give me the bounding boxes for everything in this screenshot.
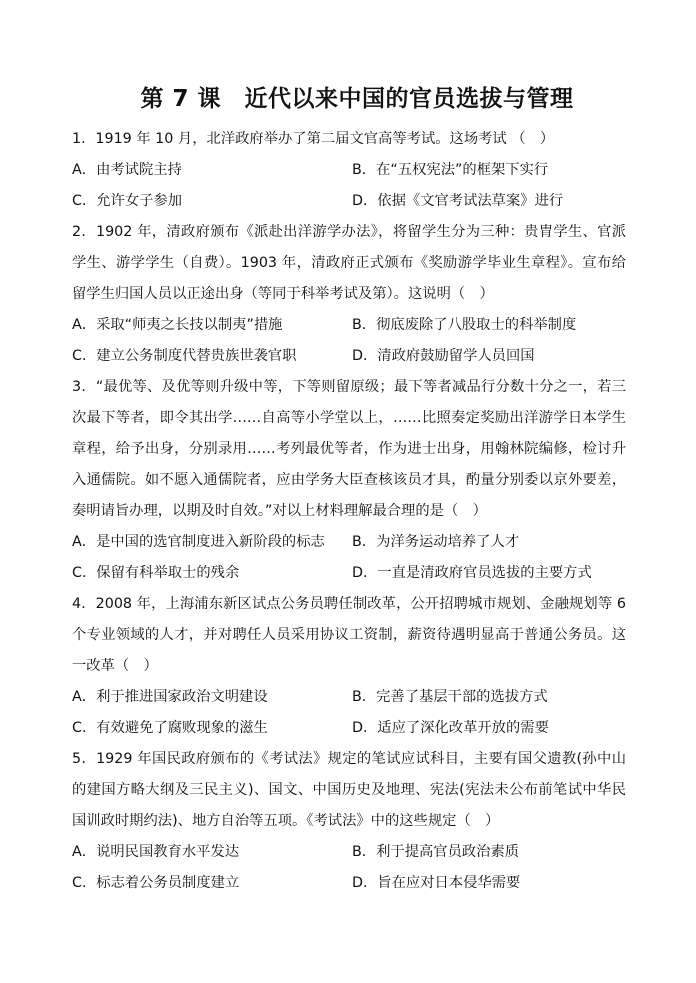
option-a: A．说明民国教育水平发达 <box>72 844 240 860</box>
option-d: D．一直是清政府官员选拔的主要方式 <box>352 565 592 581</box>
option-a: A．是中国的选官制度进入新阶段的标志 <box>72 534 325 550</box>
option-c: C．有效避免了腐败现象的滋生 <box>72 720 268 736</box>
page-title: 第 7 课 近代以来中国的官员选拔与管理 <box>140 86 574 112</box>
option-d: D．清政府鼓励留学人员回国 <box>352 348 535 364</box>
answer-options <box>72 310 626 372</box>
option-c: C．保留有科举取士的残余 <box>72 565 240 581</box>
question-5 <box>72 744 626 899</box>
option-d: D．依据《文官考试法草案》进行 <box>352 193 564 209</box>
question-stem: 3．“最优等、及优等则升级中等，下等则留原级；最下等者减品行分数十分之一，若三次最下等者，即令其出学……自高等小学堂以上，……比照奏定奖励出洋游学日本学生章程，给予出身，分别录用……考列最优等者，作为进士出身，用翰林院编修，检讨升入通儒院。如不愿入通儒院者，应由学务大臣查核该员才具，酌量分别委以京外要差，奏明请旨办理，以期及时自效。”对以上材料理解最合理的是（ ） <box>72 379 626 519</box>
option-b: B．利于提高官员政治素质 <box>352 844 520 860</box>
option-b: B．彻底废除了八股取士的科举制度 <box>352 317 577 333</box>
question-3 <box>72 372 626 589</box>
option-a: A．采取“师夷之长技以制夷”措施 <box>72 317 283 333</box>
option-c: C．标志着公务员制度建立 <box>72 875 240 891</box>
question-2 <box>72 217 626 372</box>
option-b: B．为洋务运动培养了人才 <box>352 534 520 550</box>
option-a: A．利于推进国家政治文明建设 <box>72 689 268 705</box>
question-stem: 1．1919 年 10 月，北洋政府举办了第二届文官高等考试。这场考试 （ ） <box>72 131 555 147</box>
option-d: D．旨在应对日本侵华需要 <box>352 875 521 891</box>
answer-options <box>72 682 626 744</box>
question-stem: 5．1929 年国民政府颁布的《考试法》规定的笔试应试科目，主要有国父遗教(孙中山的建国方略大纲及三民主义)、国文、中国历史及地理、宪法(宪法未公布前笔试中华民国训政时期约法)、地方自治等五项。《考试法》中的这些规定（ ） <box>72 751 626 829</box>
question-stem: 2．1902 年，清政府颁布《派赴出洋游学办法》，将留学生分为三种：贵胄学生、官派学生、游学学生（自费）。1903 年，清政府正式颁布《奖励游学毕业生章程》。宣布给留学生归国人员以正途出身（等同于科举考试及第）。这说明（ ） <box>72 224 626 302</box>
option-b: B．在“五权宪法”的框架下实行 <box>352 162 549 178</box>
answer-options <box>72 837 626 899</box>
option-c: C．允许女子参加 <box>72 193 183 209</box>
question-1 <box>72 124 626 217</box>
option-c: C．建立公务制度代替贵族世袭官职 <box>72 348 297 364</box>
option-d: D．适应了深化改革开放的需要 <box>352 720 549 736</box>
answer-options <box>72 527 626 589</box>
option-b: B．完善了基层干部的选拔方式 <box>352 689 548 705</box>
option-a: A．由考试院主持 <box>72 162 182 178</box>
question-stem: 4．2008 年，上海浦东新区试点公务员聘任制改革，公开招聘城市规划、金融规划等 6 个专业领域的人才，并对聘任人员采用协议工资制，薪资待遇明显高于普通公务员。这一改革（ ） <box>72 596 626 674</box>
question-4 <box>72 589 626 744</box>
answer-options <box>72 155 626 217</box>
